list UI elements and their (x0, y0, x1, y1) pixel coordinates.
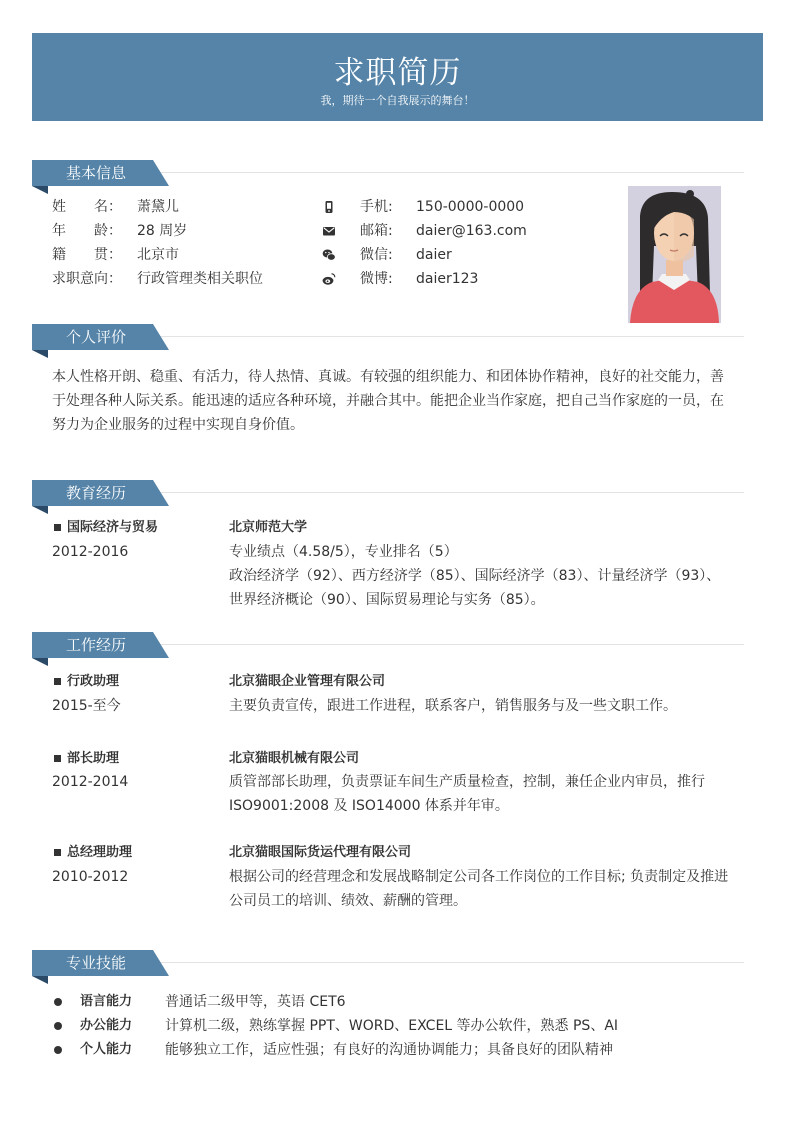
education-period: 2012-2016 (52, 544, 129, 560)
education-line: 世界经济概论（90）、国际贸易理论与实务（85）。 (229, 592, 545, 608)
resume-subtitle: 我，期待一个自我展示的舞台！ (320, 94, 475, 107)
work-company: 北京猫眼机械有限公司 (229, 751, 360, 766)
work-role: 行政助理 (67, 674, 120, 689)
intention-label: 求职意向： (52, 271, 122, 287)
hometown-label: 籍 贯： (52, 247, 122, 263)
education-school: 北京师范大学 (229, 520, 308, 535)
work-line: ISO9001:2008 及 ISO14000 体系并年审。 (229, 798, 509, 814)
weibo-icon (322, 272, 336, 286)
bullet-square (54, 849, 61, 856)
section-title: 基本信息 (66, 164, 127, 182)
section-header-basic (32, 147, 744, 182)
evaluation-line: 努力为企业服务的过程中实现自身价值。 (52, 417, 304, 433)
wechat-icon (322, 248, 336, 262)
phone-value: 150-0000-0000 (416, 199, 525, 215)
work-period: 2010-2012 (52, 869, 129, 885)
work-company: 北京猫眼国际货运代理有限公司 (229, 845, 412, 860)
work-line: 主要负责宣传，跟进工作进程，联系客户，销售服务与及一些文职工作。 (229, 698, 677, 714)
section-title: 专业技能 (66, 954, 127, 972)
intention-value: 行政管理类相关职位 (137, 271, 263, 287)
phone-icon (322, 200, 336, 214)
email-label: 邮箱: (360, 223, 393, 239)
section-header-work (32, 619, 744, 654)
weibo-label: 微博: (360, 271, 393, 287)
wechat-label: 微信: (360, 247, 393, 263)
section-tab-fold (32, 976, 48, 984)
email-value: daier@163.com (416, 223, 527, 239)
weibo-value: daier123 (416, 271, 479, 287)
section-tab-fold (32, 350, 48, 358)
resume-title: 求职简历 (333, 55, 462, 91)
work-line: 质管部部长助理，负责票证车间生产质量检查，控制，兼任企业内审员，推行 (229, 774, 705, 790)
section-tab-fold (32, 506, 48, 514)
section-tab-fold (32, 658, 48, 666)
phone-label: 手机: (360, 199, 393, 215)
bullet-square (54, 524, 61, 531)
skill-desc: 普通话二级甲等，英语 CET6 (165, 994, 346, 1010)
age-value: 28 周岁 (137, 223, 188, 239)
work-company: 北京猫眼企业管理有限公司 (229, 674, 386, 689)
age-label: 年 龄： (52, 223, 122, 239)
section-header-education (32, 467, 744, 502)
education-line: 政治经济学（92）、西方经济学（85）、国际经济学（83）、计量经济学（93）、 (229, 568, 721, 584)
education-line: 专业绩点（4.58/5），专业排名（5） (229, 544, 458, 560)
mail-icon (322, 224, 336, 238)
section-title: 工作经历 (66, 636, 127, 654)
wechat-value: daier (416, 247, 452, 263)
skill-name: 办公能力 (80, 1018, 133, 1033)
education-major: 国际经济与贸易 (67, 520, 159, 535)
evaluation-line: 于处理各种人际关系。能迅速的适应各种环境，并融合其中。能把企业当作家庭，把自己当作家庭的一员，在 (52, 393, 724, 409)
bullet-dot (54, 1022, 62, 1030)
hometown-value: 北京市 (137, 247, 179, 263)
skill-desc: 能够独立工作，适应性强；有良好的沟通协调能力；具备良好的团队精神 (165, 1042, 613, 1058)
section-title: 个人评价 (66, 328, 127, 346)
avatar-photo (628, 186, 721, 323)
work-period: 2015-至今 (52, 698, 121, 714)
name-label: 姓 名： (52, 199, 122, 215)
section-header-skills (32, 937, 744, 972)
work-line: 根据公司的经营理念和发展战略制定公司各工作岗位的工作目标; 负责制定及推进 (229, 869, 729, 885)
work-role: 总经理助理 (67, 845, 133, 860)
work-period: 2012-2014 (52, 774, 129, 790)
evaluation-line: 本人性格开朗、稳重、有活力，待人热情、真诚。有较强的组织能力、和团体协作精神，良好的社交能力，善 (52, 369, 724, 385)
bullet-square (54, 755, 61, 762)
section-header-evaluation (32, 311, 744, 346)
bullet-dot (54, 1046, 62, 1054)
work-line: 公司员工的培训、绩效、薪酬的管理。 (229, 893, 467, 909)
skill-name: 个人能力 (80, 1042, 133, 1057)
header-banner (32, 33, 763, 121)
bullet-dot (54, 998, 62, 1006)
skill-desc: 计算机二级，熟练掌握 PPT、WORD、EXCEL 等办公软件，熟悉 PS、AI (165, 1018, 619, 1034)
name-value: 萧黛儿 (137, 199, 179, 215)
section-title: 教育经历 (66, 484, 127, 502)
work-role: 部长助理 (67, 751, 120, 766)
skill-name: 语言能力 (80, 994, 133, 1009)
bullet-square (54, 678, 61, 685)
section-tab-fold (32, 186, 48, 194)
